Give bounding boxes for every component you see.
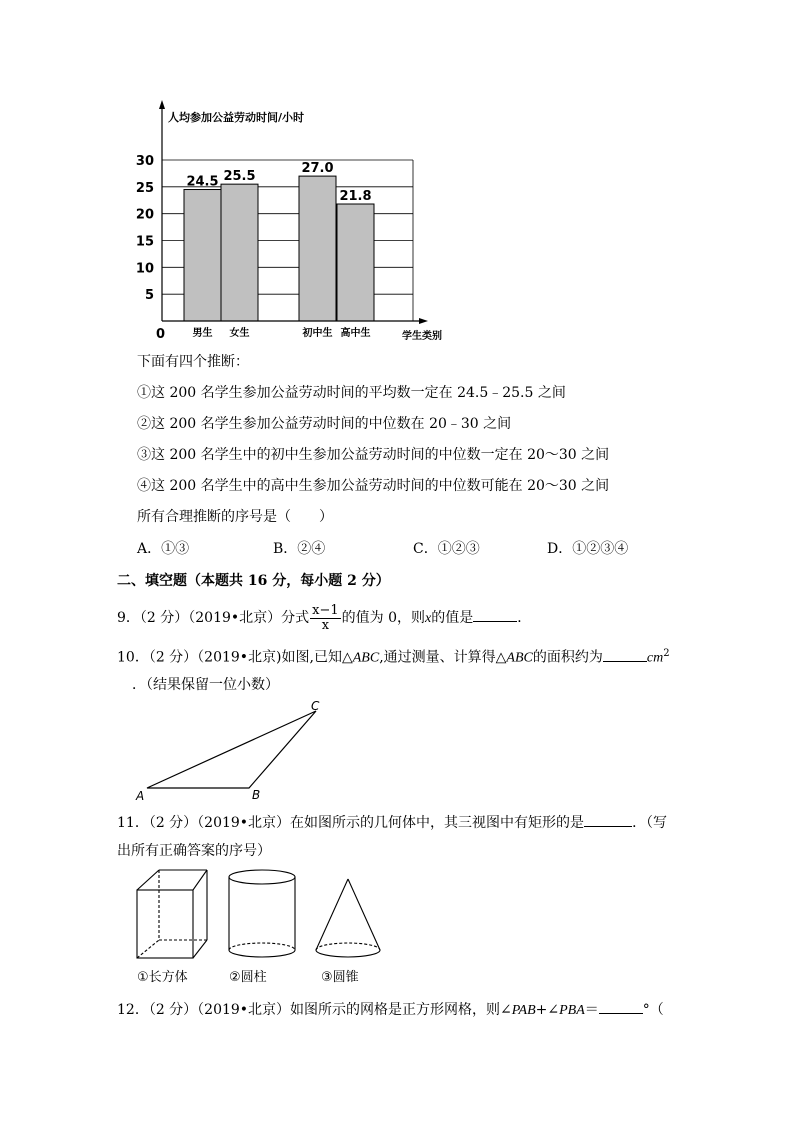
q8-option-a: A．①③	[137, 541, 190, 557]
q8-item-1: ①这 200 名学生参加公益劳动时间的平均数一定在 24.5﹣25.5 之间	[137, 385, 566, 401]
q9-end: ．	[517, 610, 532, 626]
q8-option-c: C．①②③	[413, 541, 480, 557]
solids-figure	[125, 862, 395, 968]
q10-c: 的面积约为	[532, 649, 603, 666]
chart-xlabel: 学生类别	[402, 331, 442, 342]
vertex-b-label: B	[252, 788, 261, 802]
vertex-a-label: A	[136, 789, 145, 803]
q9-frac-den: x	[321, 617, 330, 633]
bar-0	[184, 190, 221, 321]
cylinder-shape	[229, 870, 295, 957]
solid-label-cylinder: ②圆柱	[229, 970, 267, 985]
q11-b: ．（写	[632, 815, 668, 831]
q8-question: 所有合理推断的序号是（ ）	[137, 509, 333, 525]
q10-unit: cm	[646, 650, 664, 666]
triangle-abc-figure	[130, 696, 340, 806]
q9-fraction	[310, 604, 341, 633]
x-category-label: 初中生	[302, 328, 333, 339]
y-tick-label: 20	[135, 207, 154, 223]
q12-plus: +∠	[535, 1002, 560, 1018]
solid-label-cuboid: ①长方体	[137, 970, 188, 985]
chart-ylabel: 人均参加公益劳动时间/小时	[168, 111, 305, 124]
bar-3	[337, 204, 374, 321]
bar-1	[221, 184, 258, 321]
triangle-abc	[147, 711, 316, 788]
q10-abc1: ABC	[352, 650, 380, 666]
q8-option-d: D．①②③④	[547, 541, 629, 557]
chart-origin-label: 0	[156, 327, 166, 342]
q9-answer-blank[interactable]	[473, 607, 517, 622]
question-12	[117, 999, 664, 1020]
y-tick-label: 5	[144, 288, 154, 304]
cuboid-shape	[137, 870, 207, 958]
q12-prefix: 12．（2 分）（2019•北京）如图所示的网格是正方形网格，则∠	[117, 1002, 512, 1018]
section-title: 二、填空题（本题共 16 分，每小题 2 分）	[117, 573, 390, 589]
q12-answer-blank[interactable]	[599, 999, 643, 1014]
y-tick-label: 25	[135, 180, 154, 196]
question-10-line2: ．（结果保留一位小数）	[132, 677, 279, 693]
question-10-line1	[117, 645, 670, 668]
q10-answer-blank[interactable]	[603, 647, 647, 662]
q12-eq: ＝	[584, 1002, 599, 1018]
solid-label-cone: ③圆锥	[321, 970, 359, 985]
y-tick-label: 30	[135, 154, 154, 169]
q12-pba: PBA	[559, 1003, 585, 1018]
bar-value-label: 24.5	[186, 174, 219, 190]
q8-intro: 下面有四个推断：	[137, 354, 249, 370]
q12-suffix: °（	[642, 1002, 664, 1018]
bar-value-label: 21.8	[339, 189, 372, 205]
bar-2	[299, 176, 336, 321]
q8-item-4: ④这 200 名学生中的高中生参加公益劳动时间的中位数可能在 20～30 之间	[137, 478, 610, 494]
cone-shape	[316, 879, 380, 957]
chart-bars	[184, 161, 374, 339]
q9-prefix: 9．（2 分）（2019•北京）分式	[117, 610, 310, 626]
q8-item-2: ②这 200 名学生参加公益劳动时间的中位数在 20﹣30 之间	[137, 416, 512, 432]
question-11-line2: 出所有正确答案的序号）	[117, 843, 271, 859]
q9-suffix: 的值是	[431, 610, 474, 626]
x-axis-arrow	[419, 318, 428, 324]
bar-value-label: 27.0	[301, 161, 334, 177]
vertex-c-label: C	[311, 699, 320, 713]
q9-frac-num: x−1	[312, 602, 339, 618]
question-9	[117, 603, 531, 633]
q11-answer-blank[interactable]	[584, 812, 632, 827]
y-axis-arrow	[159, 100, 165, 109]
y-tick-label: 15	[135, 234, 154, 250]
q10-a: 10．（2 分）（2019•北京)如图,已知△	[117, 649, 353, 666]
q11-a: 11．（2 分）（2019•北京）在如图所示的几何体中，其三视图中有矩形的是	[117, 815, 585, 831]
bar-chart	[130, 95, 460, 350]
y-tick-label: 10	[135, 261, 154, 277]
q9-var: x	[425, 611, 432, 626]
x-category-label: 男生	[192, 328, 213, 339]
q8-item-3: ③这 200 名学生中的初中生参加公益劳动时间的中位数一定在 20～30 之间	[137, 447, 610, 463]
q10-b: ,通过测量、计算得△	[379, 649, 507, 666]
q10-unit-sup: 2	[663, 648, 670, 659]
bar-value-label: 25.5	[223, 169, 256, 185]
q8-option-b: B．②④	[273, 541, 326, 557]
q10-abc2: ABC	[506, 650, 533, 666]
x-category-label: 高中生	[340, 328, 371, 339]
question-11-line1	[117, 812, 667, 832]
x-category-label: 女生	[229, 328, 250, 339]
q12-pab: PAB	[511, 1003, 536, 1018]
q9-mid: 的值为 0，则	[341, 610, 426, 626]
